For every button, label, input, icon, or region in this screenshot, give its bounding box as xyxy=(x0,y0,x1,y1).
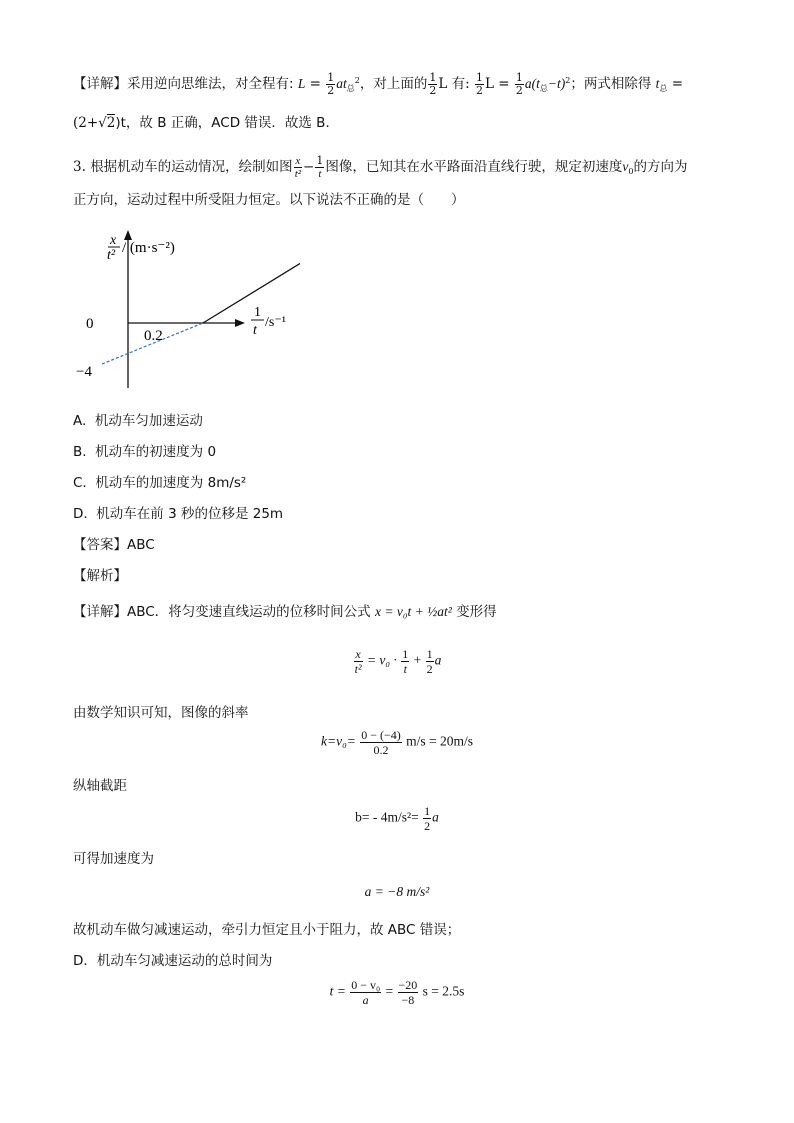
question-number: 3. xyxy=(73,159,86,175)
option-text: 机动车的初速度为 0 xyxy=(95,444,217,460)
detail-tag: 【详解】 xyxy=(73,604,127,620)
question-line1 xyxy=(73,155,687,181)
option-key: C. xyxy=(73,475,87,491)
answer-value: ABC xyxy=(127,537,155,553)
question-text: 的方向为 xyxy=(633,159,688,175)
eqB-rhs: m/s = 20m/s xyxy=(406,733,474,749)
v0: v xyxy=(622,159,629,174)
eq2-tail: −t) xyxy=(547,76,566,91)
superscript: 2 xyxy=(565,76,571,85)
question-line2: 正方向，运动过程中所受阻力恒定。以下说法不正确的是（ ） xyxy=(73,192,465,208)
option-c[interactable] xyxy=(73,474,246,492)
detail-tail: 变形得 xyxy=(456,604,497,620)
detail-tag: 【详解】 xyxy=(73,76,127,92)
eqE-rhs: s = 2.5s xyxy=(422,983,465,999)
frac-half: $\frac{1}{2}$ xyxy=(424,804,431,833)
eqE-lhs: t = xyxy=(329,983,346,999)
dash: − xyxy=(303,159,315,175)
ylabel-unit: / (m·s⁻²) xyxy=(122,240,175,256)
detail-text: L 有: xyxy=(438,76,470,92)
eqC-rhs: a xyxy=(432,809,439,825)
equation-e xyxy=(0,978,794,1007)
subscript-total: 总 xyxy=(346,84,355,93)
detail-intro: ABC．将匀变速直线运动的位移时间公式 xyxy=(127,604,371,620)
sqrt-value: 2 xyxy=(106,115,116,131)
xlabel-t: t xyxy=(253,323,257,338)
tick-x: 0.2 xyxy=(144,328,163,344)
plus: + xyxy=(413,652,422,668)
option-key: B. xyxy=(73,444,87,460)
equation-b xyxy=(0,728,794,757)
conclusion-text: 故机动车做匀减速运动，牵引力恒定且小于阻力，故 ABC 错误； xyxy=(73,922,461,938)
option-a[interactable] xyxy=(73,412,203,430)
graph xyxy=(70,228,300,393)
tick-y: −4 xyxy=(76,364,92,380)
formula: x = v₀t + ½at² xyxy=(374,604,452,619)
line2-start: (2+ xyxy=(73,115,99,131)
accel-text: 可得加速度为 xyxy=(73,851,154,867)
frac-values: $\frac{-20}{-8}$ xyxy=(398,978,418,1007)
fraction-half: $\frac{1}{2}$ xyxy=(327,71,335,97)
eqA-end: a xyxy=(434,652,442,668)
sqrt-symbol: √ xyxy=(98,115,107,131)
frac-x-t2: $\frac{x}{\text{t²}}$ xyxy=(354,647,362,676)
option-d[interactable] xyxy=(73,505,283,523)
frac-time: $\frac{\text{0 − v₀}}{a}$ xyxy=(351,978,381,1007)
detail1-line2 xyxy=(73,114,339,132)
option-b[interactable] xyxy=(73,443,216,461)
fraction-half: $\frac{1}{2}$ xyxy=(476,71,483,97)
eqA-mid: = v₀ · xyxy=(366,652,397,668)
fraction-x-t2: $\frac{x}{\text{t²}}$ xyxy=(294,155,302,180)
option-text: 机动车匀加速运动 xyxy=(94,413,203,429)
tick-zero: 0 xyxy=(86,316,94,332)
detail1-line: 【详解】采用逆向思维法，对全程有: L = $\frac{1}{2}$ $at_总^2$，对上面的 $\frac{1}{2}$ L 有: $\frac{1}{2}$ L = $\frac{1}{2}$ $a(t_总-t)^2$；两式相除得 $t_总$ = xyxy=(73,71,683,97)
detail-text: ，对上面的 xyxy=(359,76,428,92)
equation-a xyxy=(0,647,794,676)
v0-sub: 0 xyxy=(628,167,634,176)
option-text: 机动车在前 3 秒的位移是 25m xyxy=(96,506,284,522)
frac-half: $\frac{1}{2}$ xyxy=(426,647,433,676)
option-key: A. xyxy=(73,413,87,429)
subscript-total: 总 xyxy=(539,84,548,93)
answer-line xyxy=(73,536,155,554)
option-text: 机动车的加速度为 8m/s² xyxy=(95,475,247,491)
xlabel-1: 1 xyxy=(254,305,261,320)
subscript-total: 总 xyxy=(659,84,668,93)
ylabel-t2: t² xyxy=(107,248,116,263)
detail-intro: 采用逆向思维法，对全程有: xyxy=(127,76,294,92)
xlabel-unit: /s⁻¹ xyxy=(265,315,286,330)
fraction-half: $\frac{1}{2}$ xyxy=(429,71,437,97)
ylabel-x: x xyxy=(110,233,117,248)
eq1-lhs: L xyxy=(297,76,306,91)
equals: = xyxy=(385,983,394,999)
eqC-lhs: b= - 4m/s²= xyxy=(355,809,419,825)
x-axis-arrow xyxy=(235,319,245,327)
option-key: D. xyxy=(73,506,88,522)
eq1-mid: at xyxy=(336,76,347,91)
line2-tail: )t，故 B 正确，ACD 错误．故选 B． xyxy=(115,115,339,131)
equals: = xyxy=(671,76,683,92)
d-text: D．机动车匀减速运动的总时间为 xyxy=(73,953,273,969)
superscript: 2 xyxy=(354,76,360,85)
fraction-half: $\frac{1}{2}$ xyxy=(515,71,523,97)
eq2-rhs: a(t xyxy=(524,76,540,91)
detail2-line xyxy=(73,603,497,621)
answer-tag: 【答案】 xyxy=(73,537,127,553)
equation-c xyxy=(0,804,794,833)
y-axis-arrow xyxy=(124,230,132,240)
fraction-1-t: $\frac{1}{t}$ xyxy=(316,154,324,180)
intercept-text: 纵轴截距 xyxy=(73,778,127,794)
equation-d: a = −8 m/s² xyxy=(364,884,430,899)
slope-text: 由数学知识可知，图像的斜率 xyxy=(73,705,249,721)
eqB-lhs: k=v₀= xyxy=(320,733,356,749)
detail-text: ；两式相除得 xyxy=(570,76,652,92)
frac-1-t: $\frac{1}{t}$ xyxy=(402,647,409,676)
question-text: 图像，已知其在水平路面沿直线行驶，规定初速度 xyxy=(325,159,623,175)
total-t: t xyxy=(655,76,660,91)
eq2-lhs: L = xyxy=(485,76,510,92)
analysis-tag: 【解析】 xyxy=(73,568,127,584)
question-text: 根据机动车的运动情况，绘制如图 xyxy=(90,159,293,175)
frac-slope: $\frac{0 - (-4)}{0.2}$ xyxy=(361,728,401,757)
series-solid-line xyxy=(203,231,300,323)
